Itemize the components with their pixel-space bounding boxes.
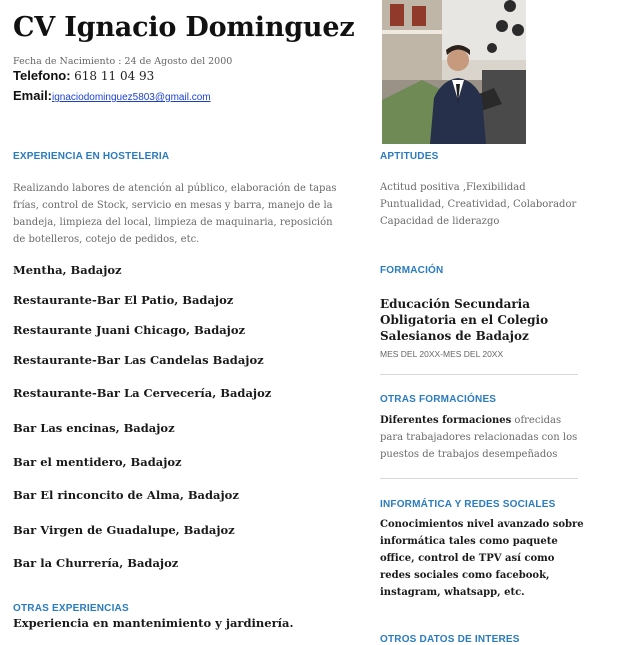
other-experience-text: Experiencia en mantenimiento y jardinería. bbox=[13, 616, 294, 630]
cv-title: CV Ignacio Dominguez bbox=[13, 12, 355, 43]
skills-list bbox=[380, 179, 610, 230]
experience-heading: EXPERIENCIA EN HOSTELERIA bbox=[13, 151, 170, 162]
divider bbox=[380, 478, 578, 479]
education-heading: FORMACIÓN bbox=[380, 265, 444, 276]
job-item: Bar El rinconcito de Alma, Badajoz bbox=[13, 488, 239, 502]
other-training-rest: ofrecidas para trabajadores relacionadas con los puestos de trabajos desempeñados bbox=[380, 415, 578, 460]
experience-description: Realizando labores de atención al público, elaboración de tapas frías, control de Stock, servicio en mesas y barra, manejo de la bandeja, limpieza del local, limpieza de maquinaria, reposición de botelleros, cotejo de pedidos, etc. bbox=[13, 183, 337, 245]
job-item: Restaurante Juani Chicago, Badajoz bbox=[13, 323, 246, 337]
education-title: Educación Secundaria Obligatoria en el Colegio Salesianos de Badajoz bbox=[380, 297, 549, 343]
phone-value: 618 11 04 93 bbox=[74, 69, 155, 83]
skills-heading: APTITUDES bbox=[380, 151, 439, 162]
education-dates: MES DEL 20XX-MES DEL 20XX bbox=[380, 349, 504, 359]
job-item: Bar el mentidero, Badajoz bbox=[13, 455, 182, 469]
job-item: Bar la Churrería, Badajoz bbox=[13, 556, 179, 570]
date-of-birth: Fecha de Nacimiento : 24 de Agosto del 2000 bbox=[13, 56, 233, 67]
interests-heading: OTROS DATOS DE INTERES bbox=[380, 634, 520, 645]
job-item: Restaurante-Bar La Cervecería, Badajoz bbox=[13, 386, 272, 400]
divider bbox=[380, 374, 578, 375]
it-text: Conocimientos nivel avanzado sobre informática tales como paquete office, control de TPV así como redes sociales como facebook, instagram, whatsapp, etc. bbox=[380, 519, 584, 598]
other-training-text bbox=[380, 412, 580, 463]
other-training-bold: Diferentes formaciones bbox=[380, 415, 512, 426]
skill-item: Capacidad de liderazgo bbox=[380, 216, 500, 227]
job-item: Mentha, Badajoz bbox=[13, 263, 122, 277]
phone-label: Telefono: bbox=[13, 68, 71, 83]
email-row bbox=[13, 88, 211, 103]
phone-row bbox=[13, 68, 154, 83]
profile-photo bbox=[382, 0, 526, 144]
skill-item: Puntualidad, Creatividad, Colaborador bbox=[380, 199, 577, 210]
email-link[interactable]: ignaciodominguez5803@gmail.com bbox=[52, 92, 211, 103]
other-experience-heading: OTRAS EXPERIENCIAS bbox=[13, 603, 129, 614]
email-label: Email: bbox=[13, 88, 53, 103]
job-item: Restaurante-Bar El Patio, Badajoz bbox=[13, 293, 234, 307]
job-item: Bar Virgen de Guadalupe, Badajoz bbox=[13, 523, 235, 537]
job-item: Restaurante-Bar Las Candelas Badajoz bbox=[13, 353, 264, 367]
job-item: Bar Las encinas, Badajoz bbox=[13, 421, 175, 435]
it-heading: INFORMÁTICA Y REDES SOCIALES bbox=[380, 499, 556, 510]
other-training-heading: OTRAS FORMACIÓNES bbox=[380, 394, 497, 405]
skill-item: Actitud positiva ,Flexibilidad bbox=[380, 182, 526, 193]
